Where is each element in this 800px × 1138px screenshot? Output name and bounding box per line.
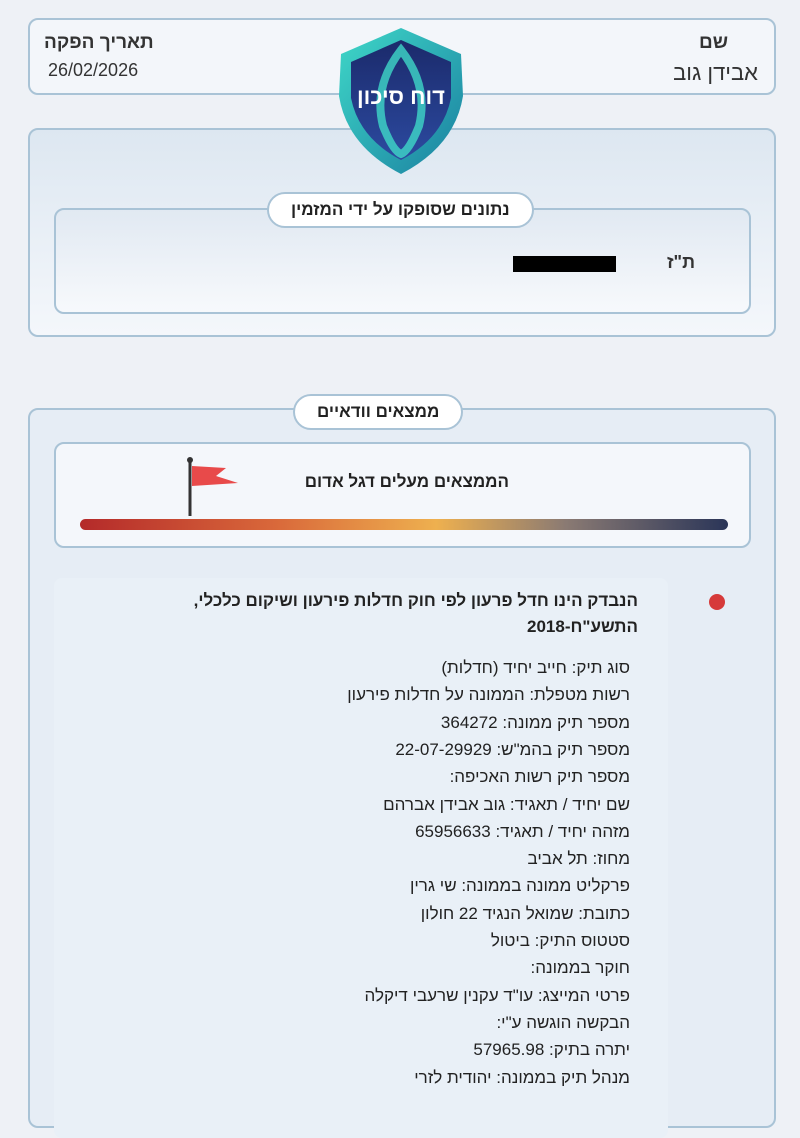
finding-detail-line: מספר תיק רשות האכיפה:: [449, 767, 630, 787]
findings-section: [28, 402, 776, 1128]
finding-detail-line: כתובת: שמואל הנגיד 22 חולון: [420, 903, 630, 923]
finding-detail-line: רשות מטפלת: הממונה על חדלות פירעון: [347, 685, 630, 705]
finding-card: [54, 578, 668, 1138]
name-value: אבידן גוב: [673, 60, 758, 85]
finding-detail-line: מחוז: תל אביב: [527, 849, 630, 869]
finding-detail-line: חוקר בממונה:: [530, 958, 630, 978]
finding-detail-line: יתרה בתיק: 57965.98: [473, 1040, 630, 1060]
finding-detail-line: הבקשה הוגשה ע"י:: [496, 1012, 630, 1032]
finding-title: הנבדק הינו חדל פרעון לפי חוק חדלות פירעון ושיקום כלכלי, התשע"ח-2018: [193, 591, 638, 636]
name-label: שם: [699, 32, 728, 53]
risk-flag-box: [54, 442, 751, 548]
flag-text: הממצאים מעלים דגל אדום: [304, 472, 509, 491]
logo-text: דוח סיכון: [357, 84, 445, 109]
finding-detail-line: פרטי המייצג: עו"ד עקנין שרעבי דיקלה: [364, 985, 630, 1005]
id-label: ת"ז: [666, 252, 695, 272]
shield-logo-icon: [333, 26, 469, 176]
date-label: תאריך הפקה: [44, 32, 154, 53]
date-value: 26/02/2026: [48, 60, 139, 80]
finding-detail-line: מנהל תיק בממונה: יהודית לזרי: [414, 1067, 630, 1087]
red-flag-icon: [186, 456, 242, 518]
findings-title: ממצאים וודאיים: [293, 394, 463, 430]
finding-detail-line: סוג תיק: חייב יחיד (חדלות): [441, 658, 630, 677]
risk-gradient-bar: [80, 519, 728, 530]
finding-detail-line: סטטוס התיק: ביטול: [490, 931, 630, 950]
finding-detail-line: שם יחיד / תאגיד: גוב אבידן אברהם: [383, 794, 630, 814]
red-dot-icon: [709, 594, 725, 610]
finding-detail-line: מזהה יחיד / תאגיד: 65956633: [415, 821, 630, 841]
finding-detail-line: מספר תיק בהמ"ש: 22-07-29929: [395, 739, 630, 759]
provided-data-title: נתונים שסופקו על ידי המזמין: [267, 192, 534, 228]
redacted-id: [513, 256, 616, 272]
finding-detail-line: מספר תיק ממונה: 364272: [440, 712, 630, 732]
finding-detail-line: פרקליט ממונה בממונה: שי גרין: [409, 876, 630, 896]
